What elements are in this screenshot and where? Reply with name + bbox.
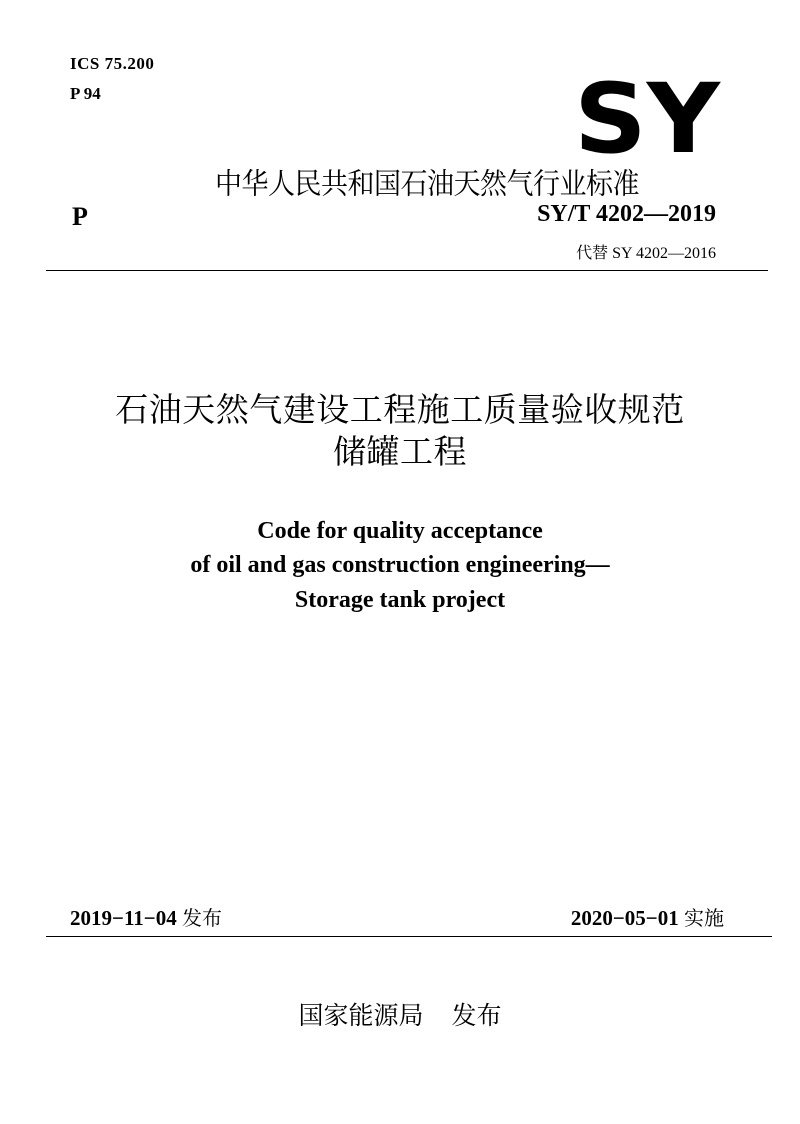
p-label: P [72, 202, 88, 231]
sy-logo [572, 78, 722, 156]
publisher-name: 国家能源局 [298, 1001, 424, 1030]
header-divider [46, 270, 768, 271]
replaces-standard: 代替 SY 4202—2016 [576, 245, 716, 262]
standard-category-name: 中华人民共和国石油天然气行业标准 [215, 167, 639, 202]
implementation-date-value: 2020−05−01 [570, 906, 679, 930]
standard-number: SY/T 4202—2019 [537, 201, 716, 227]
implementation-date [571, 902, 724, 931]
chinese-title-line1: 石油天然气建设工程施工质量验收规范 [115, 390, 685, 429]
implementation-label: 实施 [684, 906, 724, 930]
english-title-line2: of oil and gas construction engineering— [190, 552, 610, 578]
publisher [0, 996, 800, 1032]
sy-logo-text: SY [574, 78, 722, 156]
english-title-line1: Code for quality acceptance [257, 518, 543, 544]
issue-label: 发布 [182, 906, 223, 930]
ics-code: ICS 75.200 [70, 54, 155, 73]
classification-code: P 94 [70, 84, 101, 103]
english-title-line3: Storage tank project [294, 587, 506, 613]
chinese-title-line2: 储罐工程 [333, 432, 467, 471]
issue-date [70, 902, 222, 931]
footer-divider [46, 936, 772, 937]
publish-label: 发布 [451, 1001, 502, 1030]
issue-date-value: 2019−11−04 [70, 906, 177, 930]
